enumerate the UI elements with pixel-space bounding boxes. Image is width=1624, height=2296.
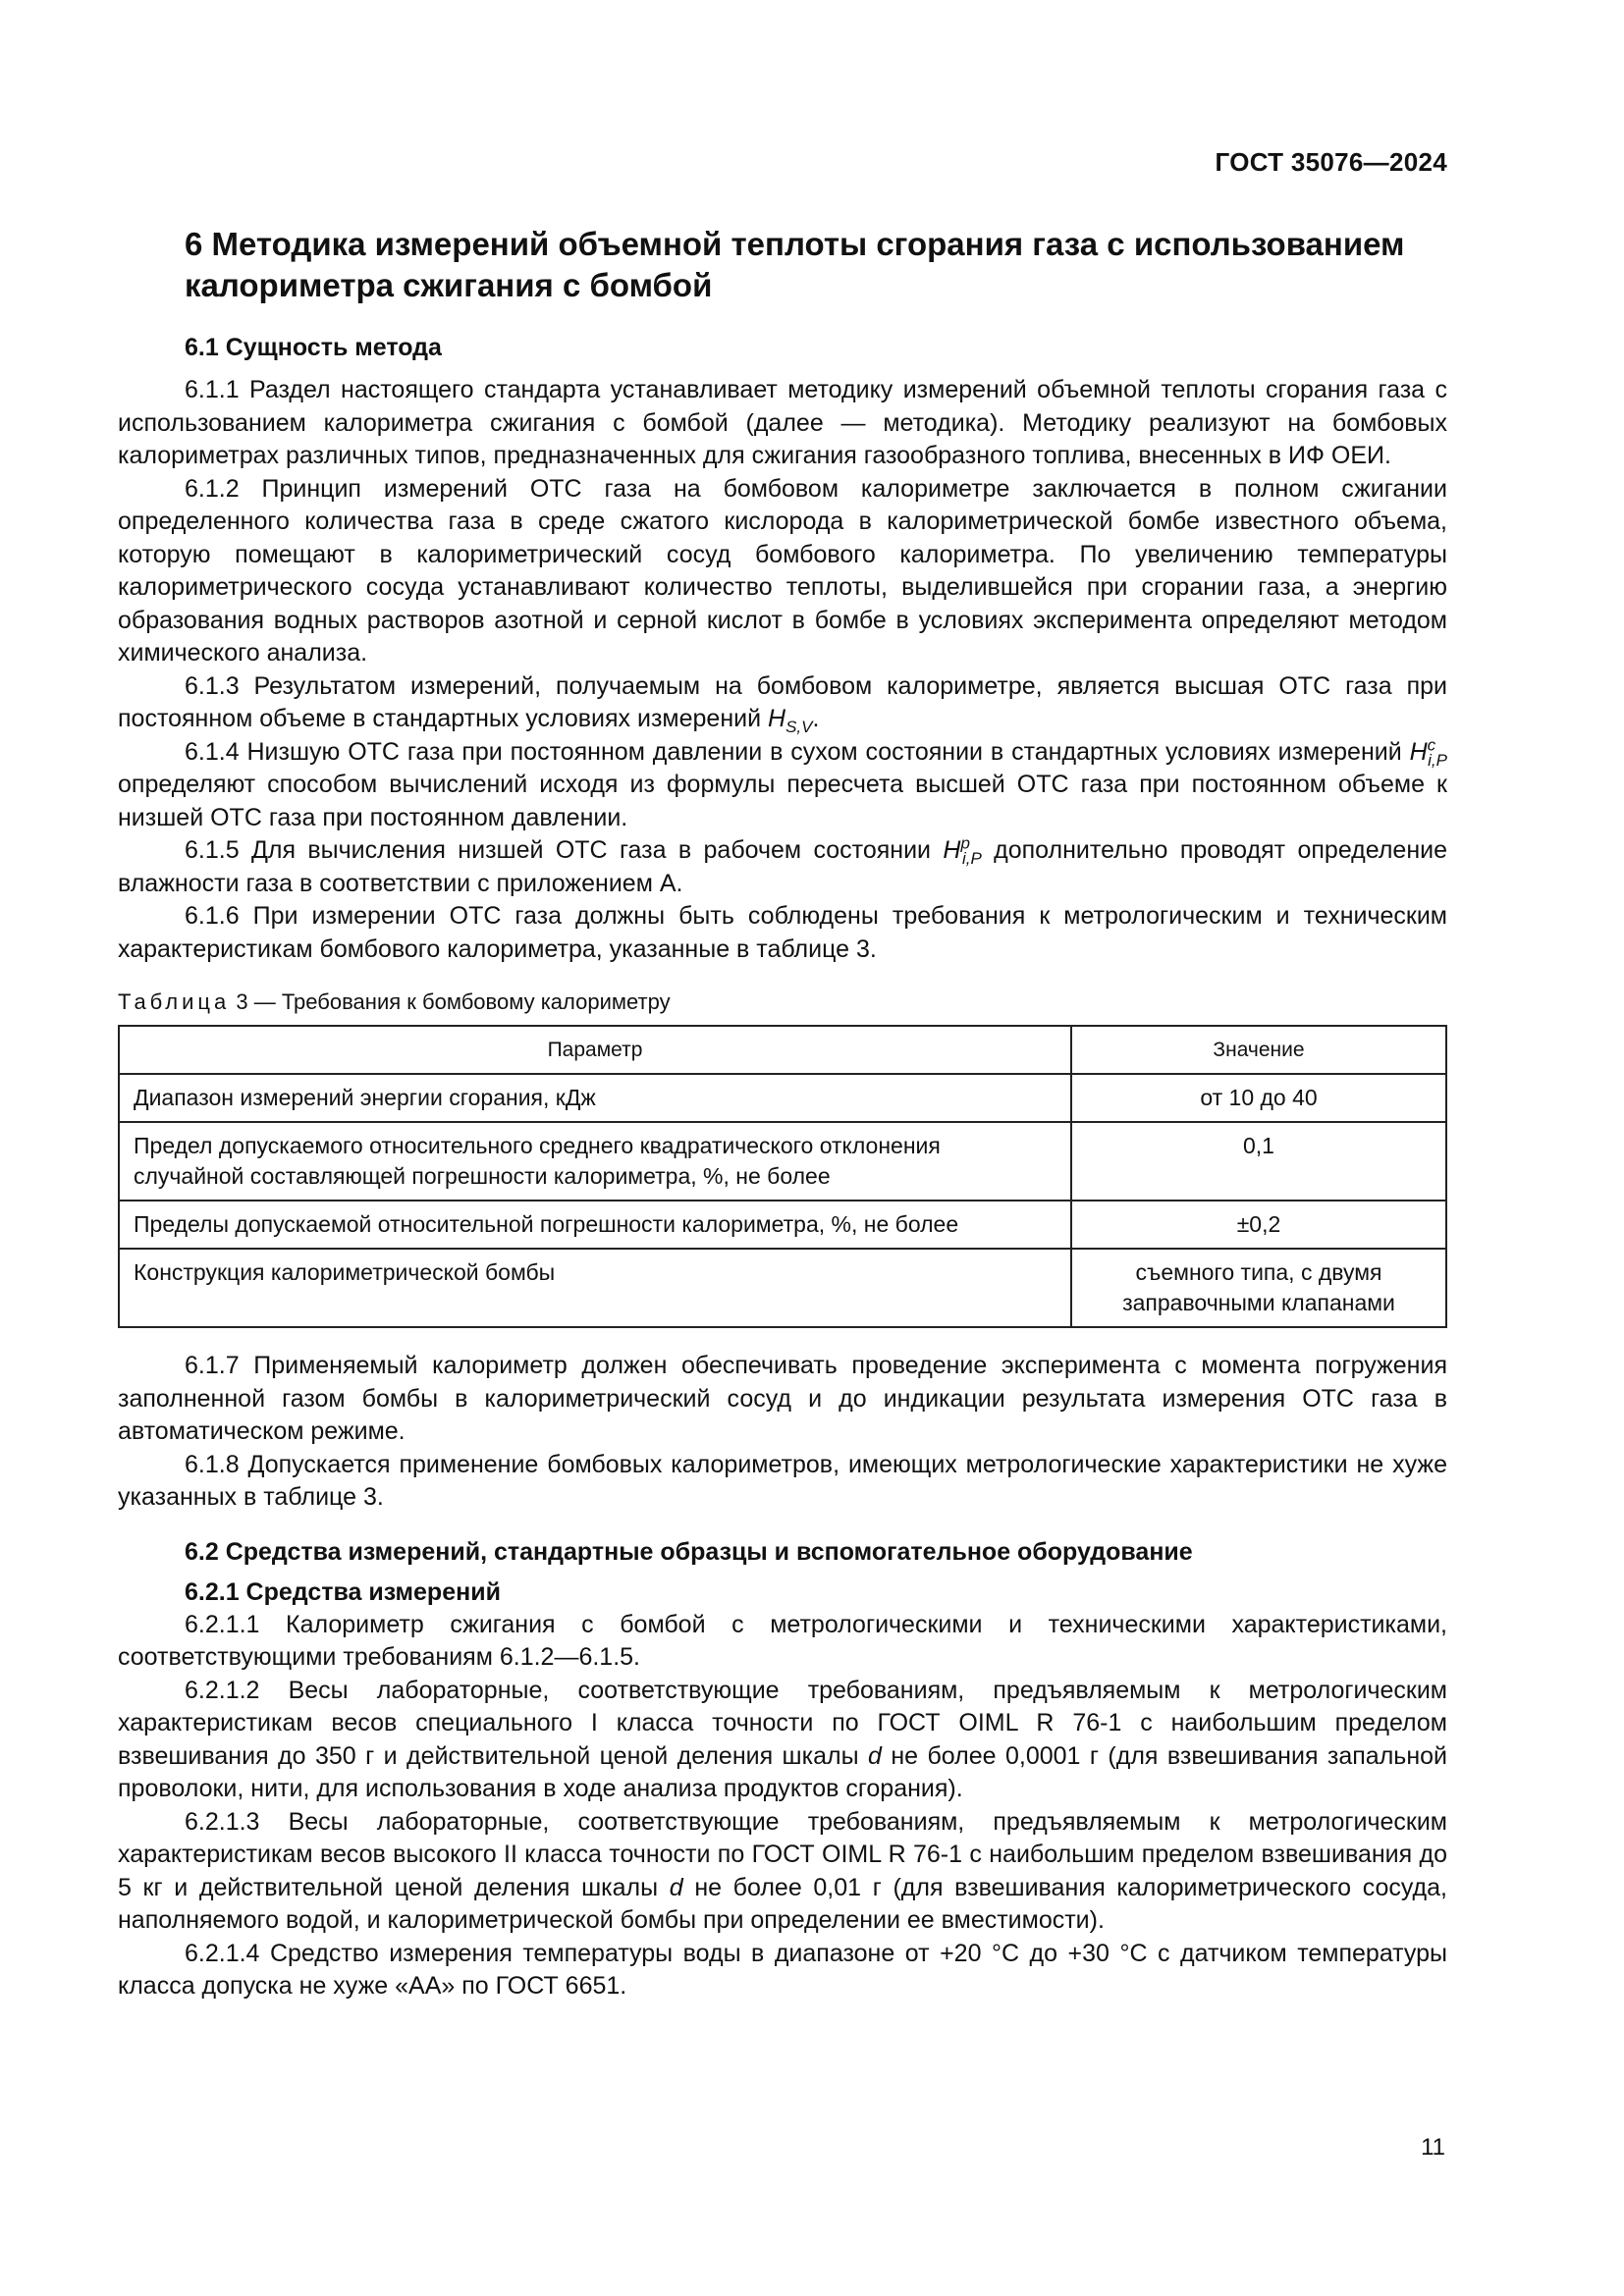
section-6-title: 6 Методика измерений объемной теплоты сгорания газа с использованием калориметра сжигания с бомбой [185, 226, 1405, 303]
table-caption-label: Таблица [118, 989, 231, 1014]
paragraph-6-1-7: 6.1.7 Применяемый калориметр должен обеспечивать проведение эксперимента с момента погружения заполненной газом бомбы в калориметрический сосуд и до индикации результата измерения ОТС газа в автоматическом режиме. [118, 1352, 1447, 1445]
paragraph-6-1-6: 6.1.6 При измерении ОТС газа должны быть соблюдены требования к метрологическим и техническим характеристикам бомбового калориметра, указанные в таблице 3. [118, 902, 1447, 963]
table-cell-value: 0,1 [1071, 1122, 1446, 1201]
symbol-superscript: p [960, 833, 970, 853]
paragraph-6-1-4 [118, 736, 1447, 835]
paragraph-6-1-4-end: определяют способом вычислений исходя из формулы пересчета высшей ОТС газа при постоянном объеме к низшей ОТС газа при постоянном давлении. [118, 771, 1447, 831]
paragraph-6-2-1-3 [118, 1806, 1447, 1938]
paragraph-6-1-8: 6.1.8 Допускается применение бомбовых калориметров, имеющих метрологические характеристики не хуже указанных в таблице 3. [118, 1450, 1447, 1511]
table-cell-param: Предел допускаемого относительного среднего квадратического отклонения случайной составляющей погрешности калориметра, %, не более [119, 1122, 1071, 1201]
paragraph-6-1-1: 6.1.1 Раздел настоящего стандарта устанавливает методику измерений объемной теплоты сгорания газа с использованием калориметра сжигания с бомбой (далее — методика). Методику реализуют на бомбовых калориметрах различных типов, предназначенных для сжигания газообразного топлива, внесенных в ИФ ОЕИ. [118, 376, 1447, 469]
document-code: ГОСТ 35076—2024 [1215, 147, 1447, 177]
paragraph-6-1-4-start: 6.1.4 Низшую ОТС газа при постоянном давлении в сухом состоянии в стандартных условиях измерений [185, 737, 1402, 766]
paragraph-6-2-1-1: 6.2.1.1 Калориметр сжигания с бомбой с метрологическими и техническими характеристиками, соответствующими требованиям 6.1.2—6.1.5. [118, 1610, 1447, 1671]
symbol-d: d [868, 1741, 882, 1770]
section-6-2-1-heading: 6.2.1 Средства измерений [185, 1577, 501, 1606]
symbol-h: H [943, 836, 961, 864]
paragraph-6-1-5-start: 6.1.5 Для вычисления низшей ОТС газа в рабочем состоянии [185, 836, 932, 864]
symbol-subscript: S,V [785, 718, 813, 736]
paragraph-6-1-3-text: 6.1.3 Результатом измерений, получаемым на бомбовом калориметре, является высшая ОТС газа при постоянном объеме в стандартных условиях измерений [118, 671, 1447, 732]
table-row [119, 1249, 1446, 1327]
symbol-subscript: i,P [1428, 750, 1447, 770]
table-row [119, 1201, 1446, 1249]
symbol-h: H [1409, 737, 1428, 766]
symbol-subscript: i,P [961, 849, 982, 868]
table-cell-param: Конструкция калориметрической бомбы [119, 1249, 1071, 1327]
paragraph-6-2-1-2-start: 6.2.1.2 Весы лабораторные, соответствующие требованиям, предъявляемым к метрологическим характеристикам весов специального I класса точности по ГОСТ OIML R 76-1 с наибольшим пределом взвешивания до 350 г и действительной ценой деления шкалы [118, 1676, 1447, 1770]
section-6-1-heading: 6.1 Сущность метода [185, 334, 442, 361]
paragraph-6-1-5-end: дополнительно проводят определение влажности газа в соответствии с приложением А. [118, 836, 1447, 897]
table-cell-value: съемного типа, с двумя заправочными клапанами [1071, 1249, 1446, 1327]
table-row [119, 1074, 1446, 1122]
paragraph-6-1-2: 6.1.2 Принцип измерений ОТС газа на бомбовом калориметре заключается в полном сжигании определенного количества газа в среде сжатого кислорода в калориметрической бомбе известного объема, которую помещают в калориметрический сосуд бомбового калориметра. По увеличению температуры калориметрического сосуда устанавливают количество теплоты, выделившейся при сгорании газа, а энергию образования водных растворов азотной и серной кислот в бомбе в условиях эксперимента определяют методом химического анализа. [118, 474, 1447, 667]
table-3 [118, 1025, 1447, 1328]
table-cell-value: от 10 до 40 [1071, 1074, 1446, 1122]
table-cell-param: Диапазон измерений энергии сгорания, кДж [119, 1074, 1071, 1122]
symbol-d: d [669, 1873, 683, 1901]
paragraph-end: . [812, 705, 820, 732]
paragraph-6-1-5 [118, 834, 1447, 900]
paragraph-6-1-3 [118, 670, 1447, 736]
paragraph-6-2-1-3-start: 6.2.1.3 Весы лабораторные, соответствующие требованиям, предъявляемым к метрологическим характеристикам весов высокого II класса точности по ГОСТ OIML R 76-1 с наибольшим пределом взвешивания до 5 кг и действительной ценой деления шкалы [118, 1807, 1447, 1901]
section-6-2-heading: 6.2 Средства измерений, стандартные образцы и вспомогательное оборудование [185, 1537, 1193, 1566]
table-cell-param: Пределы допускаемой относительной погрешности калориметра, %, не более [119, 1201, 1071, 1249]
paragraph-6-2-1-4: 6.2.1.4 Средство измерения температуры воды в диапазоне от +20 °С до +30 °С с датчиком температуры класса допуска не хуже «АА» по ГОСТ 6651. [118, 1939, 1447, 2000]
table-3-caption [118, 988, 1447, 1017]
symbol-h: H [768, 705, 786, 732]
page-content [118, 224, 1447, 2003]
paragraph-6-2-1-2-end: не более 0,0001 г (для взвешивания запальной проволоки, нити, для использования в ходе анализа продуктов сгорания). [118, 1741, 1447, 1802]
table-header-row [119, 1026, 1446, 1074]
column-header-value: Значение [1071, 1026, 1446, 1074]
paragraph-6-2-1-2 [118, 1675, 1447, 1806]
page-number: 11 [1421, 2134, 1445, 2161]
table-row [119, 1122, 1446, 1201]
table-caption-text: 3 — Требования к бомбовому калориметру [236, 989, 671, 1014]
paragraph-6-2-1-3-end: не более 0,01 г (для взвешивания калориметрического сосуда, наполняемого водой, и калориметрической бомбы при определении ее вместимости). [118, 1873, 1447, 1934]
table-cell-value: ±0,2 [1071, 1201, 1446, 1249]
symbol-superscript: c [1427, 735, 1436, 755]
column-header-param: Параметр [119, 1026, 1071, 1074]
